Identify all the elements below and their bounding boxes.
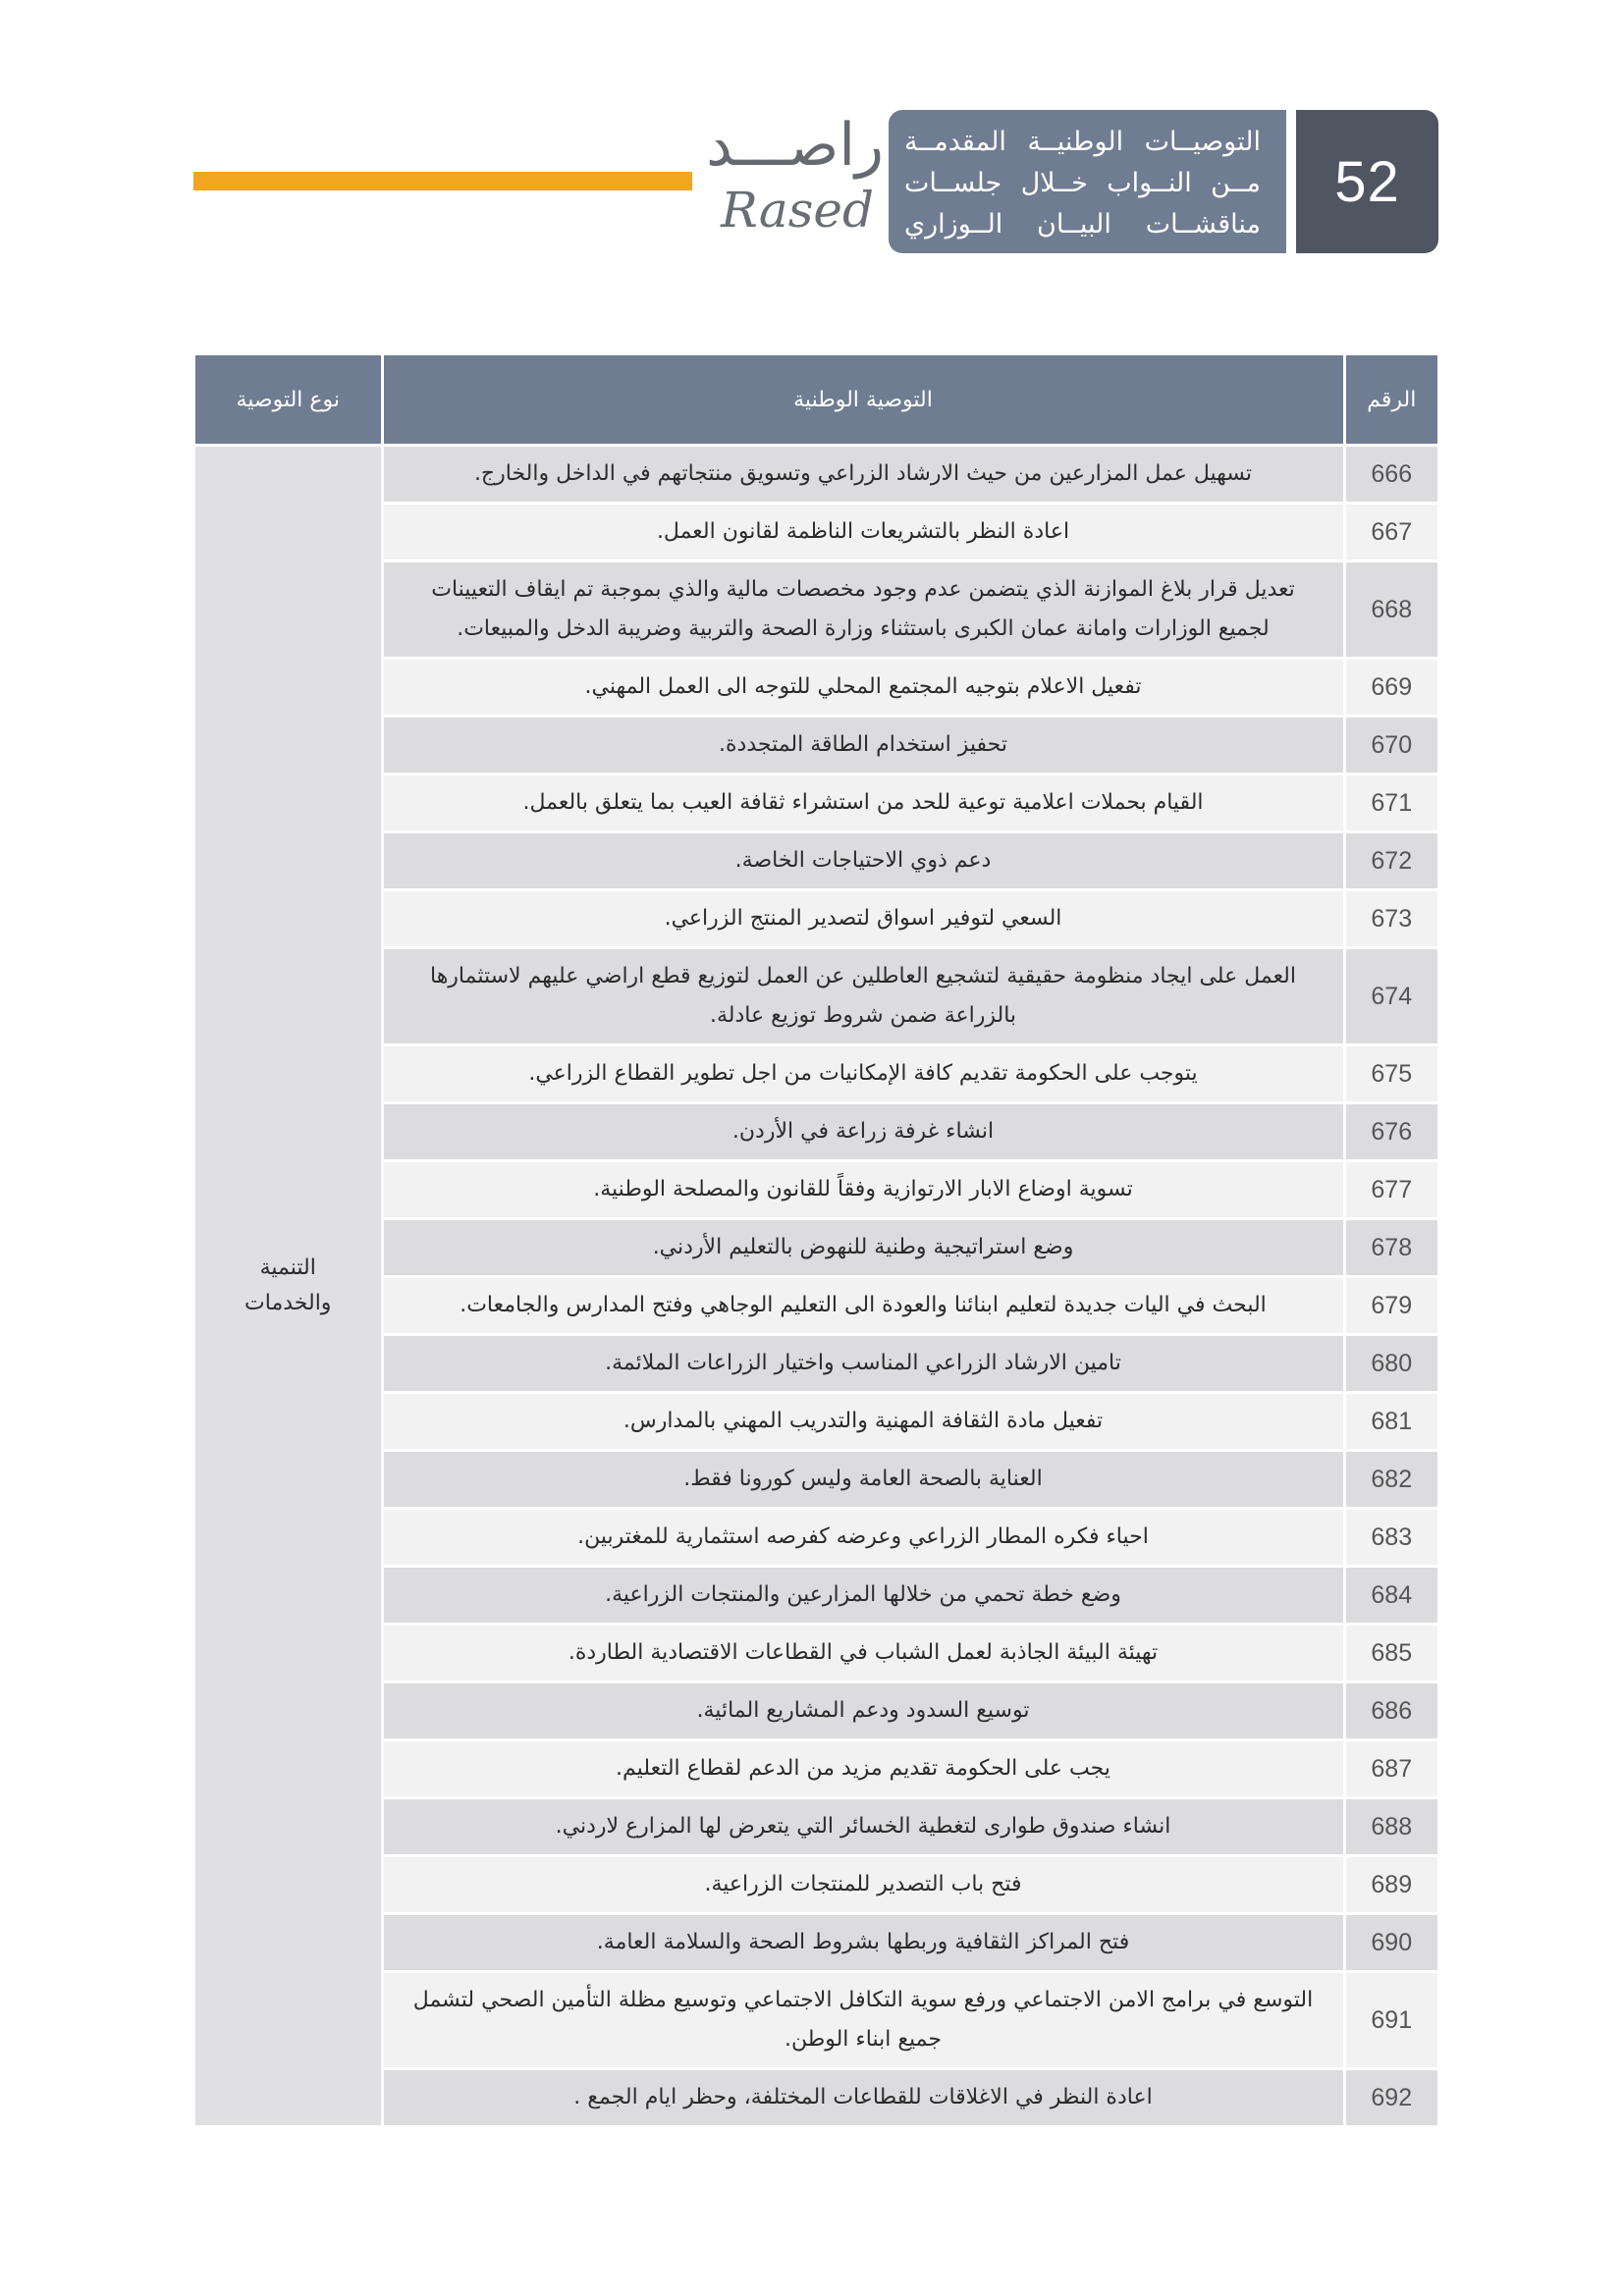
row-number: 692 [1344, 2069, 1437, 2126]
header-recommendation: التوصية الوطنية [382, 355, 1344, 446]
report-title-line-1: التوصيــات الوطنيــة المقدمــة [904, 127, 1261, 157]
table-row [195, 1509, 1437, 1567]
row-number: 680 [1344, 1335, 1437, 1393]
table-row [195, 1393, 1437, 1451]
row-number: 682 [1344, 1451, 1437, 1509]
header-type: نوع التوصية [195, 355, 382, 446]
row-recommendation: اعادة النظر بالتشريعات الناظمة لقانون العمل. [382, 504, 1344, 561]
row-recommendation: العمل على ايجاد منظومة حقيقية لتشجيع العاطلين عن العمل لتوزيع قطع اراضي عليهم لاستثمارها بالزراعة ضمن شروط توزيع عادلة. [382, 948, 1344, 1045]
table-row [195, 1219, 1437, 1277]
report-title-line-3: مناقشــات البيــان الــوزاري [904, 209, 1261, 240]
row-recommendation: فتح باب التصدير للمنتجات الزراعية. [382, 1856, 1344, 1914]
row-recommendation: تعديل قرار بلاغ الموازنة الذي يتضمن عدم وجود مخصصات مالية والذي بموجبة تم ايقاف التعيينات لجميع الوزارات وامانة عمان الكبرى باستثناء وزارة الصحة والتربية وضريبة الدخل والمبيعات. [382, 561, 1344, 659]
row-number: 666 [1344, 446, 1437, 504]
row-recommendation: اعادة النظر في الاغلاقات للقطاعات المختلفة، وحظر ايام الجمع . [382, 2069, 1344, 2126]
row-number: 687 [1344, 1740, 1437, 1798]
row-number: 674 [1344, 948, 1437, 1045]
row-number: 689 [1344, 1856, 1437, 1914]
table-row [195, 948, 1437, 1045]
row-number: 685 [1344, 1625, 1437, 1682]
table-row [195, 1567, 1437, 1625]
row-recommendation: تامين الارشاد الزراعي المناسب واختيار الزراعات الملائمة. [382, 1335, 1344, 1393]
table-row [195, 504, 1437, 561]
row-recommendation: فتح المراكز الثقافية وربطها بشروط الصحة والسلامة العامة. [382, 1914, 1344, 1972]
rased-logo-english: Rased [721, 182, 874, 239]
table-body [195, 446, 1437, 2126]
table-row [195, 1914, 1437, 1972]
recommendation-type [195, 446, 382, 2126]
row-recommendation: دعم ذوي الاحتياجات الخاصة. [382, 832, 1344, 890]
table-row [195, 1972, 1437, 2069]
row-recommendation: يتوجب على الحكومة تقديم كافة الإمكانيات من اجل تطوير القطاع الزراعي. [382, 1045, 1344, 1103]
row-number: 681 [1344, 1393, 1437, 1451]
row-recommendation: التوسع في برامج الامن الاجتماعي ورفع سوية التكافل الاجتماعي وتوسيع مظلة التأمين الصحي لتشمل جميع ابناء الوطن. [382, 1972, 1344, 2069]
row-recommendation: تفعيل مادة الثقافة المهنية والتدريب المهني بالمدارس. [382, 1393, 1344, 1451]
row-recommendation: السعي لتوفير اسواق لتصدير المنتج الزراعي. [382, 890, 1344, 948]
table-row [195, 1740, 1437, 1798]
table-row [195, 1277, 1437, 1335]
row-recommendation: وضع استراتيجية وطنية للنهوض بالتعليم الأردني. [382, 1219, 1344, 1277]
table-row [195, 1451, 1437, 1509]
table-row [195, 1045, 1437, 1103]
row-number: 672 [1344, 832, 1437, 890]
row-recommendation: القيام بحملات اعلامية توعية للحد من استشراء ثقافة العيب بما يتعلق بالعمل. [382, 774, 1344, 832]
row-number: 668 [1344, 561, 1437, 659]
rased-logo-arabic: راصـــد [706, 111, 884, 180]
table-row [195, 890, 1437, 948]
table-row [195, 2069, 1437, 2126]
row-number: 678 [1344, 1219, 1437, 1277]
row-number: 690 [1344, 1914, 1437, 1972]
recommendation-type-label: التنمية والخدمات [244, 1255, 332, 1315]
row-number: 669 [1344, 659, 1437, 717]
row-recommendation: تهيئة البيئة الجاذبة لعمل الشباب في القطاعات الاقتصادية الطاردة. [382, 1625, 1344, 1682]
row-recommendation: توسيع السدود ودعم المشاريع المائية. [382, 1682, 1344, 1740]
row-number: 679 [1344, 1277, 1437, 1335]
table-row [195, 1103, 1437, 1161]
row-number: 676 [1344, 1103, 1437, 1161]
row-number: 673 [1344, 890, 1437, 948]
row-recommendation: احياء فكره المطار الزراعي وعرضه كفرصه استثمارية للمغتربين. [382, 1509, 1344, 1567]
table-row [195, 1798, 1437, 1856]
row-recommendation: البحث في اليات جديدة لتعليم ابنائنا والعودة الى التعليم الوجاهي وفتح المدارس والجامعات. [382, 1277, 1344, 1335]
row-number: 684 [1344, 1567, 1437, 1625]
row-recommendation: وضع خطة تحمي من خلالها المزارعين والمنتجات الزراعية. [382, 1567, 1344, 1625]
row-number: 671 [1344, 774, 1437, 832]
table-row [195, 1682, 1437, 1740]
row-recommendation: انشاء غرفة زراعة في الأردن. [382, 1103, 1344, 1161]
row-number: 691 [1344, 1972, 1437, 2069]
recommendations-table [195, 355, 1437, 2125]
report-title [889, 110, 1286, 253]
header-number: الرقم [1344, 355, 1437, 446]
table-row [195, 832, 1437, 890]
row-number: 675 [1344, 1045, 1437, 1103]
header-accent-bar [193, 172, 692, 190]
report-title-line-2: مــن النــواب خــلال جلســات [904, 168, 1261, 198]
table-row [195, 446, 1437, 504]
row-recommendation: تحفيز استخدام الطاقة المتجددة. [382, 717, 1344, 774]
table-row [195, 717, 1437, 774]
row-recommendation: العناية بالصحة العامة وليس كورونا فقط. [382, 1451, 1344, 1509]
row-recommendation: انشاء صندوق طوارى لتغطية الخسائر التي يتعرض لها المزارع لاردني. [382, 1798, 1344, 1856]
page-number: 52 [1296, 110, 1438, 253]
row-number: 686 [1344, 1682, 1437, 1740]
table-row [195, 659, 1437, 717]
row-number: 683 [1344, 1509, 1437, 1567]
row-recommendation: تسهيل عمل المزارعين من حيث الارشاد الزراعي وتسويق منتجاتهم في الداخل والخارج. [382, 446, 1344, 504]
table-row [195, 774, 1437, 832]
table-row [195, 1856, 1437, 1914]
row-recommendation: تسوية اوضاع الابار الارتوازية وفقاً للقانون والمصلحة الوطنية. [382, 1161, 1344, 1219]
table-row [195, 1335, 1437, 1393]
table-row [195, 561, 1437, 659]
row-recommendation: تفعيل الاعلام بتوجيه المجتمع المحلي للتوجه الى العمل المهني. [382, 659, 1344, 717]
row-number: 667 [1344, 504, 1437, 561]
table-row [195, 1625, 1437, 1682]
row-number: 670 [1344, 717, 1437, 774]
row-recommendation: يجب على الحكومة تقديم مزيد من الدعم لقطاع التعليم. [382, 1740, 1344, 1798]
table-row [195, 1161, 1437, 1219]
row-number: 688 [1344, 1798, 1437, 1856]
table-header-row [195, 355, 1437, 446]
row-number: 677 [1344, 1161, 1437, 1219]
recommendations-table-wrapper [195, 355, 1437, 2125]
